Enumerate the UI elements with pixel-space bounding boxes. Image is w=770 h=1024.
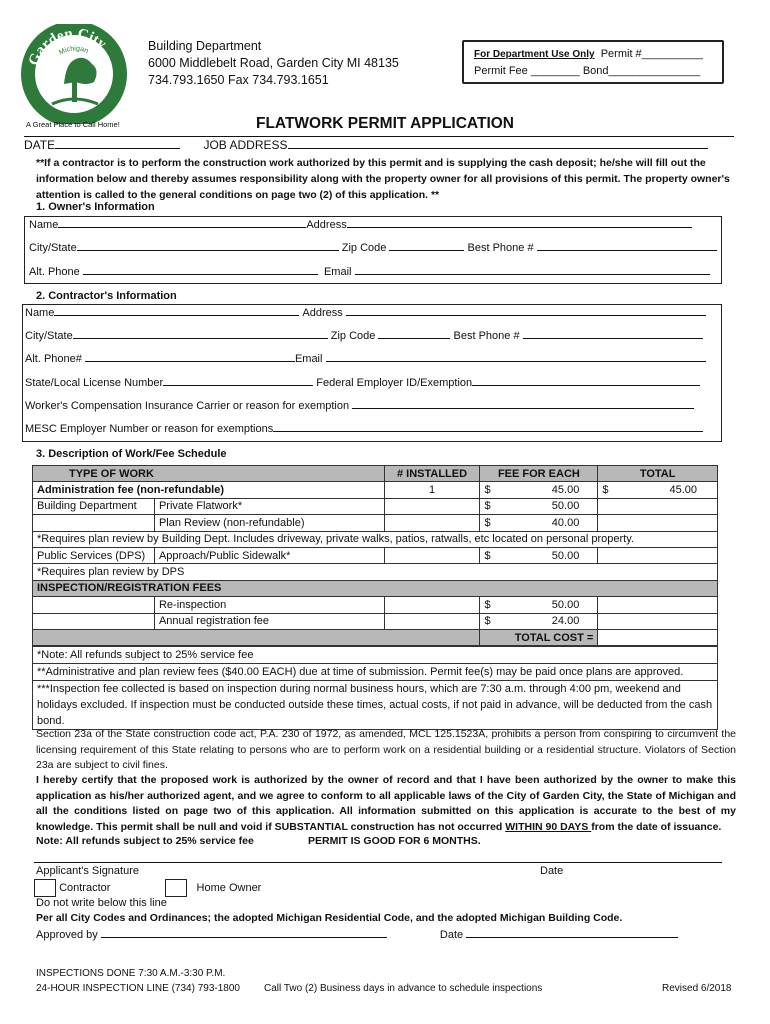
approved-by-field[interactable] xyxy=(101,937,387,938)
table-row xyxy=(33,613,718,629)
codes-statement: Per all City Codes and Ordinances; the adopted Michigan Residential Code, and the adopted Michigan Building Code. xyxy=(36,912,623,924)
owner-email-label: Email xyxy=(323,266,352,278)
contractor-notice: **If a contractor is to perform the construction work authorized by this permit and is supplying the cash deposit; he/she will fill out the information below and thereby assumes responsibility along with the property owner for all provisions of this permit. The property owner's attention is called to the general conditions on page two (2) of this application. ** xyxy=(36,157,730,201)
pr-total[interactable] xyxy=(598,515,718,531)
pr-fee-value: 40.00 xyxy=(551,516,580,529)
note-inspection: ***Inspection fee collected is based on inspection during normal business hours, which are 7:30 a.m. through 4:00 pm, weekend and holidays excluded. If inspection must be conducted outside these times, actual costs, if not paid in advance, will be deducted from the cash bond. xyxy=(32,681,718,730)
owner-phone-label: Best Phone # xyxy=(467,242,534,254)
admin-fee-value: 45.00 xyxy=(551,484,580,497)
annual-fee-value: 24.00 xyxy=(551,615,580,628)
admin-fee-label: Administration fee (non-refundable) xyxy=(33,482,385,498)
owner-zip-label: Zip Code xyxy=(341,242,387,254)
table-row xyxy=(33,547,718,563)
approved-date-label: Date xyxy=(439,929,464,941)
annual-qty[interactable] xyxy=(384,613,480,629)
approach-sidewalk-label: Approach/Public Sidewalk* xyxy=(154,547,384,563)
dept-use-label: For Department Use Only xyxy=(474,49,595,60)
contractor-phone-field[interactable] xyxy=(523,338,703,339)
owner-address-label: Address xyxy=(306,219,347,231)
home-owner-checkbox[interactable] xyxy=(165,879,187,897)
pf-qty[interactable] xyxy=(384,498,480,514)
owner-phone-field[interactable] xyxy=(537,250,717,251)
pf-fee-value: 50.00 xyxy=(551,500,580,513)
currency: $ xyxy=(484,549,491,562)
owner-zip-field[interactable] xyxy=(389,250,464,251)
approved-by-label: Approved by xyxy=(36,929,98,941)
dept-info xyxy=(148,38,399,89)
currency: $ xyxy=(484,615,491,628)
pr-qty[interactable] xyxy=(384,515,480,531)
contractor-zip-label: Zip Code xyxy=(330,330,376,342)
contractor-email-field[interactable] xyxy=(326,361,706,362)
permit-good-for: PERMIT IS GOOD FOR 6 MONTHS. xyxy=(308,835,481,847)
logo-text: Garden City xyxy=(25,25,110,68)
currency: $ xyxy=(602,484,609,497)
permit-fee-bond: Permit Fee ________ Bond_______________ xyxy=(474,65,701,77)
col-installed: # INSTALLED xyxy=(384,466,480,482)
owner-email-field[interactable] xyxy=(355,274,710,275)
contractor-phone-label: Best Phone # xyxy=(453,330,520,342)
date-field[interactable] xyxy=(55,148,180,149)
dept-phone: 734.793.1650 Fax 734.793.1651 xyxy=(148,73,329,87)
contractor-alt-field[interactable] xyxy=(85,361,295,362)
owner-address-field[interactable] xyxy=(347,227,692,228)
certify-90-days: WITHIN 90 DAYS xyxy=(505,820,592,833)
contractor-zip-field[interactable] xyxy=(378,338,450,339)
inspection-line: 24-HOUR INSPECTION LINE (734) 793-1800 xyxy=(36,983,240,994)
reinsp-total[interactable] xyxy=(598,597,718,613)
sig-date-label: Date xyxy=(540,865,564,877)
job-address-label: JOB ADDRESS xyxy=(203,138,288,152)
note-refund: *Note: All refunds subject to 25% service fee xyxy=(32,646,718,664)
owner-alt-field[interactable] xyxy=(83,274,318,275)
aps-fee-value: 50.00 xyxy=(551,549,580,562)
dps-note: *Requires plan review by DPS xyxy=(33,564,718,580)
currency: $ xyxy=(484,516,491,529)
workers-comp-label: Worker's Compensation Insurance Carrier or reason for exemption xyxy=(25,400,350,412)
approved-date-field[interactable] xyxy=(466,937,678,938)
applicant-signature-label: Applicant's Signature xyxy=(36,865,139,877)
contractor-name-label: Name xyxy=(25,307,55,319)
currency: $ xyxy=(484,598,491,611)
contractor-heading: 2. Contractor's Information xyxy=(36,290,177,302)
currency: $ xyxy=(484,500,491,513)
page-title: FLATWORK PERMIT APPLICATION xyxy=(255,115,515,132)
note-admin: **Administrative and plan review fees ($40.00 EACH) due at time of submission. Permit fee(s) may be paid once plans are approved. xyxy=(32,664,718,681)
plan-review-label: Plan Review (non-refundable) xyxy=(154,515,384,531)
col-type-of-work: TYPE OF WORK xyxy=(33,466,385,482)
owner-section xyxy=(24,216,722,284)
col-total: TOTAL xyxy=(598,466,718,482)
admin-total-value: 45.00 xyxy=(669,484,697,497)
contractor-email-label: Email xyxy=(294,353,323,365)
contractor-city-field[interactable] xyxy=(73,338,328,339)
owner-name-field[interactable] xyxy=(58,227,306,228)
revision-date: Revised 6/2018 xyxy=(662,983,732,994)
inspection-hours: INSPECTIONS DONE 7:30 A.M.-3:30 P.M. xyxy=(36,968,226,979)
fee-notes xyxy=(32,646,718,730)
aps-total[interactable] xyxy=(598,547,718,563)
table-row xyxy=(33,482,718,498)
contractor-address-field[interactable] xyxy=(346,315,706,316)
private-flatwork-label: Private Flatwork* xyxy=(154,498,384,514)
annual-reg-label: Annual registration fee xyxy=(154,613,384,629)
job-address-field[interactable] xyxy=(288,148,708,149)
table-row xyxy=(33,597,718,613)
fee-schedule-table xyxy=(32,465,718,646)
table-row xyxy=(33,629,718,645)
owner-city-field[interactable] xyxy=(77,250,339,251)
logo-state: Michigan xyxy=(58,45,90,57)
mesc-label: MESC Employer Number or reason for exemptions xyxy=(25,423,274,435)
table-row xyxy=(33,564,718,580)
dept-name: Building Department xyxy=(148,39,262,53)
contractor-name-field[interactable] xyxy=(54,315,299,316)
section-23a-text: Section 23a of the State construction code act, P.A. 230 of 1972, as amended, MCL 125.1523A, prohibits a person from conspiring to circumvent the licensing requirement of this State relating to persons who are to perform work on a residential building or a residential structure. Violators of Section 23a are subject to civil fines. xyxy=(36,728,736,771)
certification-text xyxy=(36,773,736,835)
approved-row xyxy=(36,929,678,941)
owner-city-label: City/State xyxy=(29,242,77,254)
do-not-write-label: Do not write below this line xyxy=(36,897,167,909)
garden-city-logo-icon xyxy=(14,24,134,124)
owner-alt-label: Alt. Phone xyxy=(29,266,80,278)
admin-qty[interactable]: 1 xyxy=(384,482,480,498)
fee-heading: 3. Description of Work/Fee Schedule xyxy=(36,448,227,460)
department-use-box xyxy=(462,40,724,84)
table-row xyxy=(33,531,718,547)
total-cost-label: TOTAL COST = xyxy=(480,629,598,645)
license-field[interactable] xyxy=(163,385,313,386)
dps-label: Public Services (DPS) xyxy=(33,547,155,563)
table-row xyxy=(33,498,718,514)
license-label: State/Local License Number xyxy=(25,377,164,389)
applicant-type-row xyxy=(34,879,261,897)
inspection-fees-heading: INSPECTION/REGISTRATION FEES xyxy=(33,580,718,596)
building-dept-label: Building Department xyxy=(33,498,155,514)
reinspection-label: Re-inspection xyxy=(154,597,384,613)
dept-address: 6000 Middlebelt Road, Garden City MI 48135 xyxy=(148,56,399,70)
permit-number: Permit #__________ xyxy=(600,48,703,60)
table-row xyxy=(33,515,718,531)
fee-header-row xyxy=(33,466,718,482)
home-owner-label: Home Owner xyxy=(196,881,262,894)
contractor-address-label: Address xyxy=(302,307,343,319)
contractor-checkbox[interactable] xyxy=(34,879,56,897)
bd-note: *Requires plan review by Building Dept. Includes driveway, private walks, patios, ratwalls, etc located on personal property. xyxy=(33,531,718,547)
refund-note: Note: All refunds subject to 25% service fee xyxy=(36,835,254,847)
aps-qty[interactable] xyxy=(384,547,480,563)
contractor-section xyxy=(22,304,722,442)
logo-tagline: A Great Place to Call Home! xyxy=(26,120,120,129)
contractor-city-label: City/State xyxy=(25,330,73,342)
certify-part-a: I hereby certify that the proposed work is authorized by the owner of record and that I have been authorized by the owner to make this application as his/her authorized agent, and we agree to conform to all applicable laws of the City of Garden City, the State of Michigan and all the conditions listed on page two of this application. All information submitted on this application is accurate to the best of my knowledge. This permit shall be null and void if SUBSTANTIAL construction has not occurred xyxy=(36,774,736,833)
mesc-field[interactable] xyxy=(273,431,703,432)
owner-heading: 1. Owner's Information xyxy=(36,201,155,213)
col-fee-each: FEE FOR EACH xyxy=(480,466,598,482)
owner-name-label: Name xyxy=(29,219,59,231)
date-job-row xyxy=(24,136,734,152)
contractor-alt-label: Alt. Phone# xyxy=(25,353,82,365)
date-label: DATE xyxy=(24,138,56,152)
certify-part-b: from the date of issuance. xyxy=(591,820,722,833)
fed-id-field[interactable] xyxy=(472,385,700,386)
signature-line[interactable] xyxy=(34,862,722,863)
annual-total[interactable] xyxy=(598,613,718,629)
call-ahead-note: Call Two (2) Business days in advance to schedule inspections xyxy=(264,983,543,994)
total-cost-field[interactable] xyxy=(598,629,718,645)
contractor-checkbox-label: Contractor xyxy=(59,881,111,894)
pf-total[interactable] xyxy=(598,498,718,514)
reinsp-fee-value: 50.00 xyxy=(551,598,580,611)
fed-id-label: Federal Employer ID/Exemption xyxy=(316,377,473,389)
workers-comp-field[interactable] xyxy=(352,408,694,409)
reinsp-qty[interactable] xyxy=(384,597,480,613)
currency: $ xyxy=(484,484,491,497)
table-row xyxy=(33,580,718,596)
